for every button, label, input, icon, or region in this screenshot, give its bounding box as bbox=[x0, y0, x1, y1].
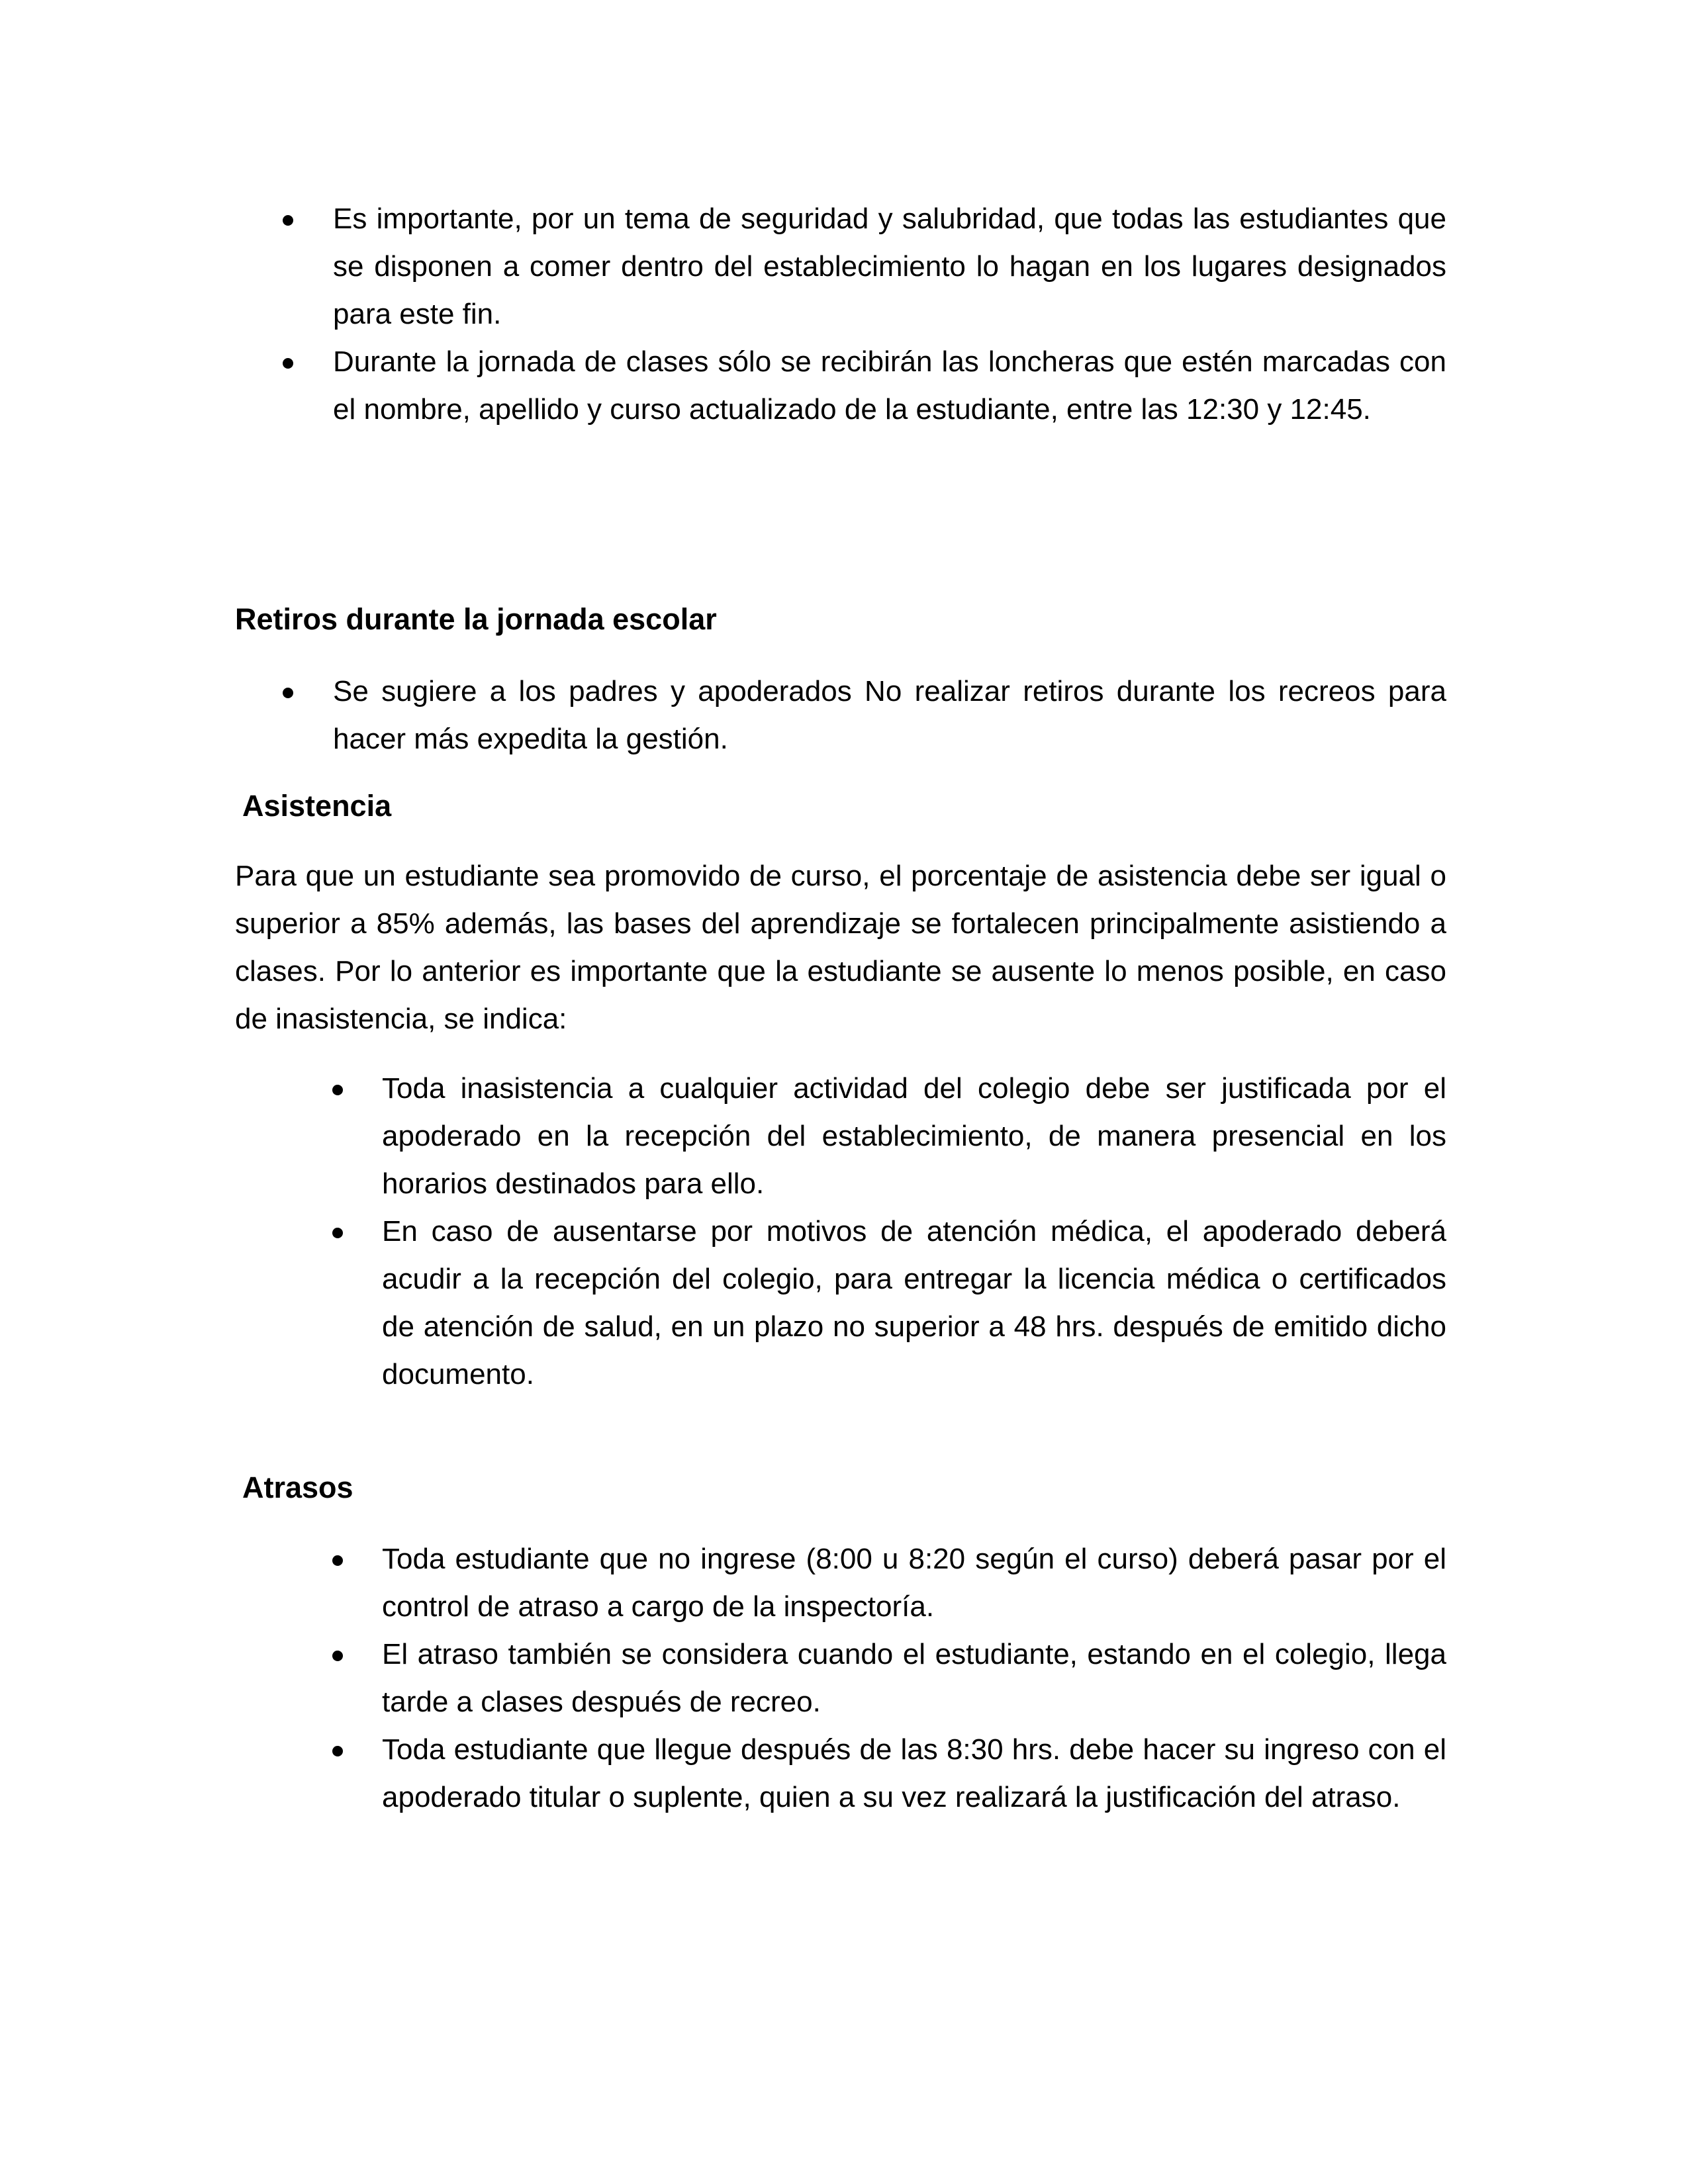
bullet-icon bbox=[332, 1085, 343, 1095]
atrasos-bullet-list bbox=[382, 1535, 1446, 1821]
bullet-icon bbox=[332, 1651, 343, 1661]
lunch-bullet-list bbox=[333, 195, 1446, 433]
retiros-bullet-list bbox=[333, 668, 1446, 763]
list-item-text: Se sugiere a los padres y apoderados No realizar retiros durante los recreos para hacer más expedita la gestión. bbox=[333, 675, 1446, 755]
retiros-heading: Retiros durante la jornada escolar bbox=[235, 602, 717, 636]
list-item-text: El atraso también se considera cuando el estudiante, estando en el colegio, llega tarde a clases después de recreo. bbox=[382, 1638, 1446, 1718]
bullet-icon bbox=[283, 688, 293, 698]
list-item-text: Es importante, por un tema de seguridad y salubridad, que todas las estudiantes que se disponen a comer dentro del establecimiento lo hagan en los lugares designados para este fin. bbox=[333, 203, 1446, 330]
list-item bbox=[333, 338, 1446, 433]
asistencia-bullet-list bbox=[382, 1065, 1446, 1398]
list-item bbox=[333, 195, 1446, 338]
asistencia-paragraph: Para que un estudiante sea promovido de curso, el porcentaje de asistencia debe ser igual o superior a 85% además, las bases del aprendizaje se fortalecen principalmente asistiendo a clases. Por lo anterior es importante que la estudiante se ausente lo menos posible, en caso de inasistencia, se indica: bbox=[235, 860, 1446, 1035]
bullet-icon bbox=[332, 1555, 343, 1566]
list-item-text: Durante la jornada de clases sólo se recibirán las loncheras que estén marcadas con el nombre, apellido y curso actualizado de la estudiante, entre las 12:30 y 12:45. bbox=[333, 345, 1446, 426]
list-item bbox=[382, 1726, 1446, 1821]
bullet-icon bbox=[332, 1228, 343, 1238]
list-item-text: En caso de ausentarse por motivos de atención médica, el apoderado deberá acudir a la recepción del colegio, para entregar la licencia médica o certificados de atención de salud, en un plazo no superior a 48 hrs. después de emitido dicho documento. bbox=[382, 1215, 1446, 1390]
list-item-text: Toda inasistencia a cualquier actividad del colegio debe ser justificada por el apoderado en la recepción del establecimiento, de manera presencial en los horarios destinados para ello. bbox=[382, 1072, 1446, 1200]
list-item bbox=[382, 1535, 1446, 1631]
list-item bbox=[333, 668, 1446, 763]
list-item-text: Toda estudiante que llegue después de las 8:30 hrs. debe hacer su ingreso con el apoderado titular o suplente, quien a su vez realizará la justificación del atraso. bbox=[382, 1733, 1446, 1813]
list-item bbox=[382, 1631, 1446, 1726]
asistencia-heading: Asistencia bbox=[242, 789, 392, 823]
list-item bbox=[382, 1065, 1446, 1208]
bullet-icon bbox=[283, 215, 293, 226]
bullet-icon bbox=[283, 358, 293, 369]
list-item bbox=[382, 1208, 1446, 1398]
atrasos-heading: Atrasos bbox=[242, 1471, 353, 1504]
list-item-text: Toda estudiante que no ingrese (8:00 u 8:20 según el curso) deberá pasar por el control de atraso a cargo de la inspectoría. bbox=[382, 1543, 1446, 1623]
bullet-icon bbox=[332, 1746, 343, 1756]
